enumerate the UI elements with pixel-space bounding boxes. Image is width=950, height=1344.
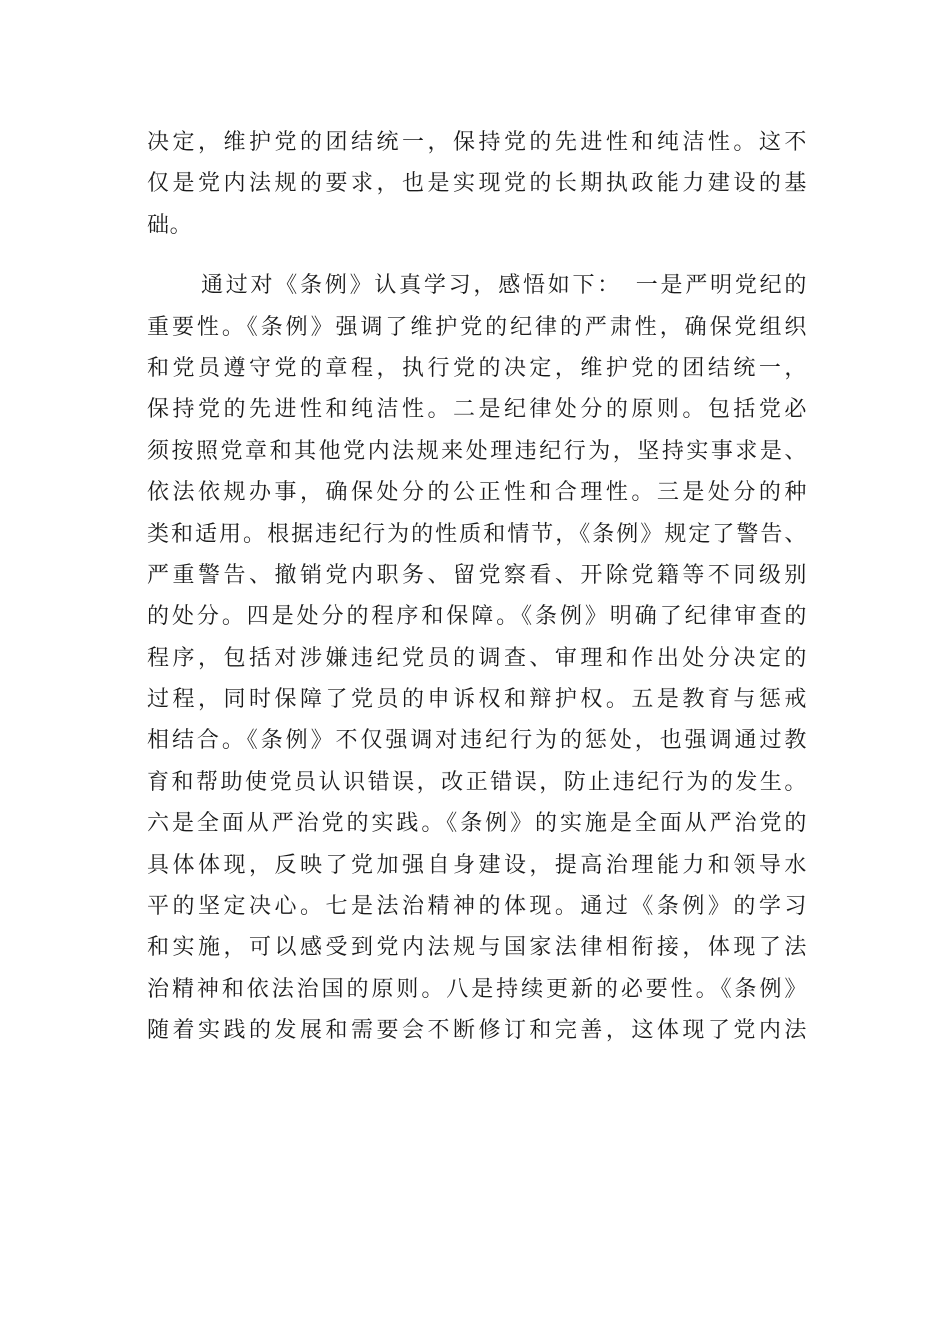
paragraph-1 (147, 122, 807, 246)
text-line: 平的坚定决心。七是法治精神的体现。通过《条例》的学习 (147, 894, 807, 920)
paragraph-2 (147, 265, 807, 1051)
text-line: 决定，维护党的团结统一，保持党的先进性和纯洁性。这不 (147, 130, 807, 155)
text-line: 础。 (147, 212, 193, 238)
text-line: 类和适用。根据违纪行为的性质和情节，《条例》规定了警告、 (147, 521, 807, 547)
text-line: 育和帮助使党员认识错误，改正错误，防止违纪行为的发生。 (147, 769, 807, 795)
text-line: 仅是党内法规的要求，也是实现党的长期执政能力建设的基 (147, 171, 807, 197)
text-line: 须按照党章和其他党内法规来处理违纪行为，坚持实事求是、 (147, 438, 807, 464)
text-line: 六是全面从严治党的实践。《条例》的实施是全面从严治党的 (147, 811, 807, 837)
text-line: 严重警告、撤销党内职务、留党察看、开除党籍等不同级别 (147, 562, 807, 588)
text-line: 过程，同时保障了党员的申诉权和辩护权。五是教育与惩戒 (147, 687, 807, 713)
text-line: 和党员遵守党的章程，执行党的决定，维护党的团结统一， (147, 355, 807, 381)
text-line: 通过对《条例》认真学习，感悟如下： 一是严明党纪的 (201, 273, 807, 299)
text-line: 重要性。《条例》强调了维护党的纪律的严肃性，确保党组织 (147, 314, 807, 340)
paragraph-gap (147, 246, 807, 265)
text-line: 治精神和依法治国的原则。八是持续更新的必要性。《条例》 (147, 976, 807, 1002)
text-line: 保持党的先进性和纯洁性。二是纪律处分的原则。包括党必 (147, 397, 807, 423)
text-line: 程序，包括对涉嫌违纪党员的调查、审理和作出处分决定的 (147, 645, 807, 671)
text-line: 具体体现，反映了党加强自身建设，提高治理能力和领导水 (147, 852, 807, 878)
text-line: 相结合。《条例》不仅强调对违纪行为的惩处，也强调通过教 (147, 728, 807, 754)
body-text (147, 122, 807, 1052)
text-line: 和实施，可以感受到党内法规与国家法律相衔接，体现了法 (147, 935, 807, 961)
text-line: 的处分。四是处分的程序和保障。《条例》明确了纪律审查的 (147, 604, 807, 630)
text-line: 随着实践的发展和需要会不断修订和完善，这体现了党内法 (147, 1018, 807, 1044)
text-line: 依法依规办事，确保处分的公正性和合理性。三是处分的种 (147, 480, 807, 506)
